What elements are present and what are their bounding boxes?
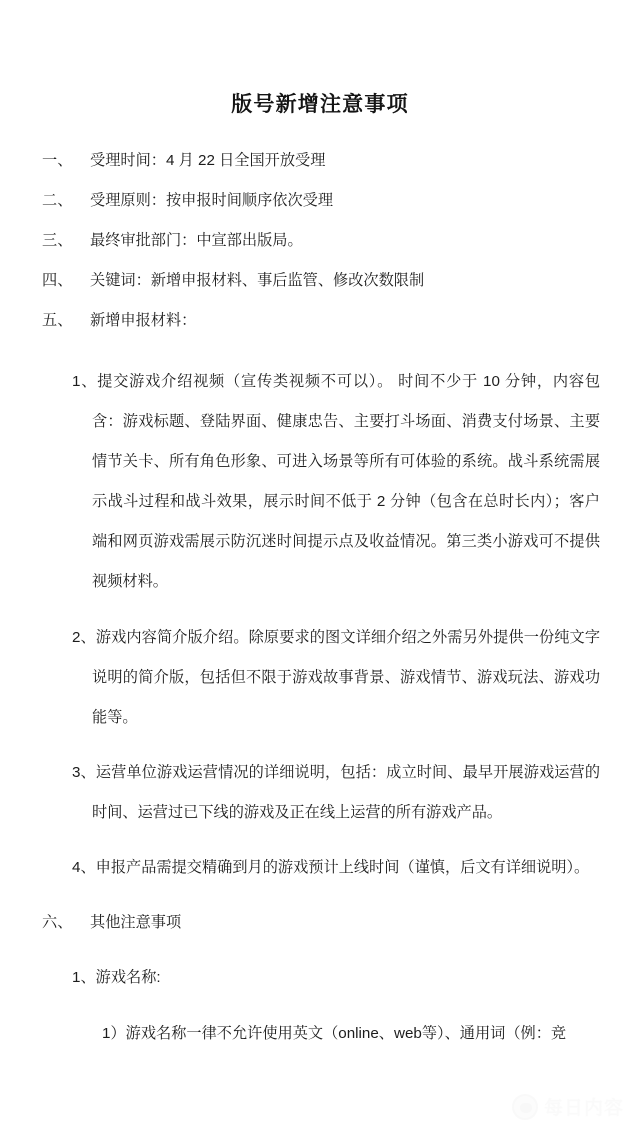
section-marker: 一、 xyxy=(42,152,73,170)
section-marker: 五、 xyxy=(42,312,73,330)
section-row-4 xyxy=(0,261,640,301)
other-note-subitem-text: 游戏名称一律不允许使用英文（online、web等）、通用词（例：竞 xyxy=(125,1024,567,1042)
material-text: 申报产品需提交精确到月的游戏预计上线时间（谨慎，后文有详细说明）。 xyxy=(95,858,590,876)
spacer xyxy=(0,341,640,347)
watermark xyxy=(512,1093,624,1120)
section-row-6 xyxy=(0,903,640,943)
section-text: 最终审批部门：中宣部出版局。 xyxy=(90,232,303,250)
material-text: 提交游戏介绍视频（宣传类视频不可以）。 时间不少于 10 分钟，内容包含：游戏标题、登陆界面、健康忠告、主要打斗场面、消费支付场景、主要情节关卡、所有角色形象、可进入场景等所有可体验的系统。战斗系统需展示战斗过程和战斗效果，展示时间不低于 2 分钟（包含在总时长内）；客户端和网页游戏需展示防沉迷时间提示点及收益情况。第三类小游戏可不提供视频材料。 xyxy=(92,373,601,591)
other-note-item-1 xyxy=(72,958,600,998)
section-text: 新增申报材料： xyxy=(90,312,197,330)
material-item-3 xyxy=(72,753,600,833)
section-text: 受理原则：按申报时间顺序依次受理 xyxy=(90,192,333,210)
section-text: 受理时间：4 月 22 日全国开放受理 xyxy=(90,152,326,170)
document-body xyxy=(0,117,640,1053)
other-note-marker: 1、 xyxy=(72,969,96,987)
material-marker: 2、 xyxy=(72,628,96,646)
section-text: 关键词：新增申报材料、事后监管、修改次数限制 xyxy=(90,272,425,290)
section-row-1 xyxy=(0,141,640,181)
section-marker: 三、 xyxy=(42,232,73,250)
other-note-subitem-1 xyxy=(102,1014,600,1054)
material-text: 游戏内容简介版介绍。除原要求的图文详细介绍之外需另外提供一份纯文字说明的简介版，包括但不限于游戏故事背景、游戏情节、游戏玩法、游戏功能等。 xyxy=(92,628,601,726)
section-row-3 xyxy=(0,221,640,261)
material-item-2 xyxy=(72,618,600,738)
section-row-5 xyxy=(0,301,640,341)
section-marker: 四、 xyxy=(42,272,73,290)
material-marker: 4、 xyxy=(72,858,96,876)
other-note-text: 游戏名称: xyxy=(95,969,161,987)
section-marker: 二、 xyxy=(42,192,73,210)
material-text: 运营单位游戏运营情况的详细说明，包括：成立时间、最早开展游戏运营的时间、运营过已下线的游戏及正在线上运营的所有游戏产品。 xyxy=(92,763,601,821)
material-item-1 xyxy=(72,362,600,602)
material-marker: 1、 xyxy=(72,373,98,391)
watermark-label: 每日内容 xyxy=(543,1098,624,1119)
section-row-2 xyxy=(0,181,640,221)
section-text: 其他注意事项 xyxy=(90,914,182,932)
page-title: 版号新增注意事项 xyxy=(231,93,409,116)
material-item-4 xyxy=(72,848,600,888)
section-marker: 六、 xyxy=(42,914,73,932)
other-note-subitem-marker: 1） xyxy=(102,1024,126,1042)
material-marker: 3、 xyxy=(72,763,96,781)
circle-logo-icon xyxy=(512,1094,538,1120)
